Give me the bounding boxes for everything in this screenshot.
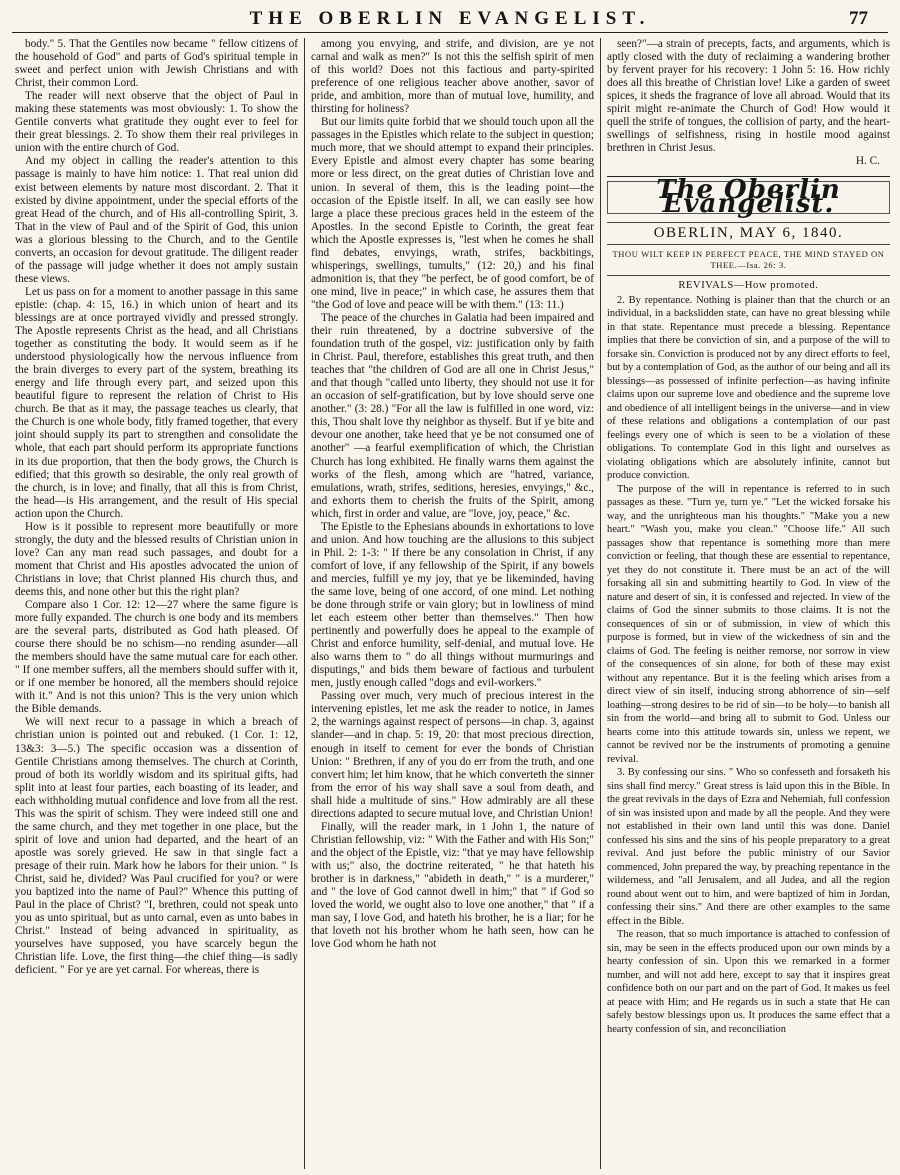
paragraph: among you envying, and strife, and division, are ye not carnal and walk as men?" Is not this the selfish spirit of men of this world? Does not this factious and party-spirited preference of one religious teacher above another, savor of pride, and ambition, more than of mutual love, humility, and thirsting for holiness? bbox=[311, 38, 594, 116]
header-rule bbox=[12, 32, 888, 33]
dateline: OBERLIN, MAY 6, 1840. bbox=[607, 222, 890, 240]
running-header bbox=[30, 6, 870, 32]
paragraph: Finally, will the reader mark, in 1 John 1, the nature of Christian fellowship, viz: " With the Father and with His Son;" and the object of the Epistle, viz: "that ye may have fellowship with us;" also, the doctrine reiterated, " he that hateth his brother is in darkness," "abideth in death," " is a murderer," and " the love of God cannot dwell in him;" that " if God so loved the world, we ought also to love one another," that " if a man say, I love God, and hateth his brother, he is a liar; for he that loveth not his brother whom he hath seen, how can he love God whom he hath not bbox=[311, 820, 594, 951]
masthead-title: The Oberlin Evangelist. bbox=[607, 181, 890, 213]
paragraph: How is it possible to represent more beautifully or more strongly, the duty and the blessed results of Christian union in love? Can any man read such passages, and doubt for a moment that Christ and His apostles advocated the union of Christians in love; that Christ planned His church thus, and deems this, and none other but this the right plan? bbox=[15, 520, 298, 598]
paragraph: Passing over much, very much of precious interest in the intervening epistles, let me ask the reader to notice, in James 2, the warnings against respect of persons—in chap. 3, against slander—and in chap. 5: 19, 20: that most precious direction, enough in itself to cement for ever the bonds of Christian Union: " Brethren, if any of you do err from the truth, and one convert him; let him know, that he which converteth the sinner from the error of his way shall save a soul from death, and shall hide a multitude of sins." How admirably are all these directions adapted to secure mutual love, and Christian Union! bbox=[311, 690, 594, 820]
paragraph: The Epistle to the Ephesians abounds in exhortations to love and union. And how touching are the allusions to this subject in Phil. 2: 1-3: " If there be any consolation in Christ, if any comfort of love, if any fellowship of the Spirit, if any bowels and mercies, fulfill ye my joy, that ye be likeminded, having the same love, being of one accord, of one mind. Let nothing be done through strife or vain glory; but in lowliness of mind let each esteem other better than themselves." Then how pertinently and powerfully does he appeal to the example of Christ and enforce humility, self-denial, and mutual love. He also warns them to " do all things without murmurings and disputings," and bids them beware of factious and turbulent men, justly enough called "dogs and evil-workers." bbox=[311, 520, 594, 690]
paragraph: Compare also 1 Cor. 12: 12—27 where the same figure is more fully expanded. The church is one body and its members are the several parts, distributed as God hath pleased. Of course there should be no schism—no rending asunder—all the members should have the same mutual care for each other. " If one member suffers, all the members should suffer with it, or if one member be honored, all the members should rejoice with it." And is not this union? This is the very union which the Bible demands. bbox=[15, 599, 298, 716]
paragraph: seen?"—a strain of precepts, facts, and arguments, which is aptly closed with the duty of reclaiming a wandering brother by fervent prayer for his recovery: 1 John 5: 16. How richly does all this breathe of Christian love! Like a garden of sweet spices, it sheds the fragrance of love all abroad. Would that its spirit might re-animate the Church of God! How would it quell the strife of tongues, the collision of party, and the heart-swellings of selfishness, rising in hostile mood against brethren in Christ Jesus. bbox=[607, 38, 890, 155]
motto: THOU WILT KEEP IN PERFECT PEACE, THE MIND STAYED ON THEE.—Isa. 26: 3. bbox=[607, 244, 890, 271]
paragraph: We will next recur to a passage in which a breach of christian union is pointed out and rebuked. (1 Cor. 1: 12, 13&3: 3—5.) The specific occasion was a dissention of Gentile Christians among themselves. The church at Corinth, proud of both its worldly wisdom and its spiritual gifts, had split into at least four parties, each boasting of its leader, and each withholding mutual confidence and love from all the rest. This was the spirit of schism. They were indeed still one and the same church, and they met together in one place, but the spirit of love and union had departed, and the heart of an apostle was sorely grieved. He saw in that single fact a presage of their ruin. Mark how he labors for their union. " Is Christ, said he, divided? Was Paul crucified for you? or were you baptized into the name of Paul?" Whence this putting of Paul in the place of Christ? "I, brethren, could not speak unto you as unto spiritual, but as unto carnal, even as unto babes in Christ." Instead of being advanced in spirituality, as yourselves have supposed, you have scarcely begun the Christian life. Love, the first thing—the chief thing—is sadly deficient. " For ye are yet carnal. For whereas, there is bbox=[15, 716, 298, 977]
column-divider bbox=[600, 38, 601, 1169]
paragraph: The purpose of the will in repentance is referred to in such passages as these. "Turn ye, turn ye." "Let the wicked forsake his way, and the unrighteous man his thoughts." "Make you a new heart." "Wash you, make you clean." "Choose life." All such passages show that repentance is something more than mere conviction or feeling, that though these are essential to repentance, yet they do not constitute it. There must be an act of the will forsaking all sin and submitting heartily to God. In view of the nature and desert of sin, it is confessed and rejected. In view of the claims of God the sinner submits to those claims. It is not the consequences of sin or of submission, in view of which this purpose is formed, but in view of the wickedness of sin and the claims of God. The feeling is neither remorse, nor sorrow in view of the consequences of sin alone, for both of these may exist without any repentance. But it is the feeling which arises from a direct view of sin itself, inducing strong abhorrence of sin—self loathing—strong desires to be rid of sin—to be holy—to banish all sin from the world—and bring all to submit to God. Unless our hearts come into this attitude towards sin, unless we repent, we cannot be revived nor be the instruments of promoting a genuine revival. bbox=[607, 483, 890, 765]
column-divider bbox=[304, 38, 305, 1169]
paragraph: The reader will next observe that the object of Paul in making these statements was most obviously: 1. To show the Gentile converts what gratitude they ought ever to feel for their great blessings. 2. To show them their real privileges in union with the entire church of God. bbox=[15, 90, 298, 155]
page-number: 77 bbox=[849, 8, 868, 29]
paragraph: The peace of the churches in Galatia had been impaired and their ruin threatened, by a doctrine subversive of the foundation truth of the gospel, viz: justification only by faith in Christ. Paul, therefore, establishes this great truth, and then teaches that "the children of God are all one in Christ Jesus," and that though "called unto liberty, they should not use it for an occasion of self-gratification, but by love should serve one another." (3: 28.) "For all the law is fulfilled in one word, viz: this, Thou shalt love thy neighbor as thyself. But if ye bite and devour one another, take heed that ye be not consumed one of another" —a fearful exemplification of which, the Christian Church has long exhibited. He finally warns them against the works of the flesh, among which are "hatred, variance, emulations, wrath, strifes, seditions, heresies, envyings," &c., and exhorts them to cherish the fruits of the Spirit, among which, first in order and value, are "love, joy, peace," &c. bbox=[311, 311, 594, 520]
running-title: THE OBERLIN EVANGELIST. bbox=[249, 8, 651, 29]
paragraph: 2. By repentance. Nothing is plainer than that the church or an individual, in a backslidden state, can have no great blessing while in that state. Repentance must precede a blessing. Repentance implies that there be conviction of sin, and a purpose of the will to forsake sin. Conviction is produced not by any direct efforts to feel, but by a contemplation of God, as the author of our being and all its blessings—as possessed of infinite perfection—as having infinite claims upon our supreme love and obedience and the supreme love and obedience of all intelligent beings in the universe—and in view of these relations and obligations a contemplation of our past feelings every one of which is seen to be a violation of these obligations. To contemplate God in this light and ourselves as violating obligations which are absolutely infinite, cannot but produce conviction. bbox=[607, 294, 890, 482]
paragraph: The reason, that so much importance is attached to confession of sin, may be seen in the effects produced upon our own minds by a hearty confession of sin. Upon this we remarked in a former number, and will not add here, except to say that it inspires great confidence both on our part and on the part of God. It makes us feel at peace with Him; and He regards us in such a state that He can safely bestow blessings upon us. It produces the same effect that a hearty confession of sin, and reconciliation bbox=[607, 929, 890, 1035]
masthead bbox=[607, 176, 890, 239]
column-3 bbox=[607, 38, 890, 1169]
author-signature: H. C. bbox=[855, 155, 880, 168]
column-2 bbox=[311, 38, 594, 1169]
paragraph: But our limits quite forbid that we should touch upon all the passages in the Epistles which relate to the subject in question; much more, that we should attempt to expand their principles. Every Epistle and almost every chapter has some bearing more or less direct, on the great duties of Christian love and union. In several of them, this is the leading point—the occasion of the Epistle itself. In all, we can easily see how large a place these precious graces held in the esteem of the Apostles. In the second Epistle to Corinth, the great fear which the Apostle expresses is, "lest when he comes he shall find debates, envyings, wrath, strifes, backbitings, whisperings, swellings, tumults," (12: 20,) and his final admonition is, that they "be perfect, be of good comfort, be of one mind, live in peace;" in which case, he assures them that "the God of love and peace will be with them." (13: 11.) bbox=[311, 116, 594, 311]
paragraph: Let us pass on for a moment to another passage in this same epistle: (chap. 4: 15, 16.) in which union of heart and its blessings are at once portrayed vividly and pressed strongly. The Apostle represents Christ as the head, and all Christians together as constituting the body. It would seem as if he understood physiologically how the nervous influence from the brain diverges to every part of the system, breathing its energy and life through every part, and seized upon this beautiful figure to represent the relation of Christ to His church. Be that as it may, the passage teaches us clearly, that the Church is one whole body, fitly framed together, that every joint should supply its part to strengthen and consolidate the whole, that each part should perform its appropriate functions in its due proportion, that then the body grows, the Church is edified; that this growth so desirable, the only real growth of the church, is in love; and finally, that all this is from Christ, the head—is His arrangement, and the result of His special action upon the Church. bbox=[15, 285, 298, 520]
paragraph: body." 5. That the Gentiles now became " fellow citizens of the household of God" and parts of God's spiritual temple in sweet and perfect union with Jewish Christians and with Christ, their common Lord. bbox=[15, 38, 298, 90]
column-1 bbox=[15, 38, 298, 1169]
section-heading: REVIVALS—How promoted. bbox=[607, 275, 890, 292]
paragraph: And my object in calling the reader's attention to this passage is mainly to have him notice: 1. That real union did exist between elements by nature most discordant. 2. That it existed by divine appointment, under the special efforts of the great Head of the church, and of His all-controlling Spirit, 3. That in the view of Paul and of the Spirit of God, this union was a glorious blessing to the Church, and to the Gentile converts, an occasion for devout gratitude. The diligent reader of the passage will judge whether it does not amply sustain these views. bbox=[15, 155, 298, 285]
article-body bbox=[607, 294, 890, 1037]
paragraph: 3. By confessing our sins. " Who so confesseth and forsaketh his sins shall find mercy." Great stress is laid upon this in the Bible. In the great revivals in the days of Ezra and Nehemiah, full confession of sin was insisted upon and made by all the people. And they were not established in their own land until this was done. Daniel confessed his sins and the sins of his people preparatory to a great revival. And just before the public ministry of our Savior commenced, John prepared the way, by preaching repentance in the wilderness, and "all Jerusalem, and all Judea, and all the region round about went out to him, and were baptized of him in Jordan, confessing their sins." And there are other examples to the same effect in the Bible. bbox=[607, 767, 890, 927]
